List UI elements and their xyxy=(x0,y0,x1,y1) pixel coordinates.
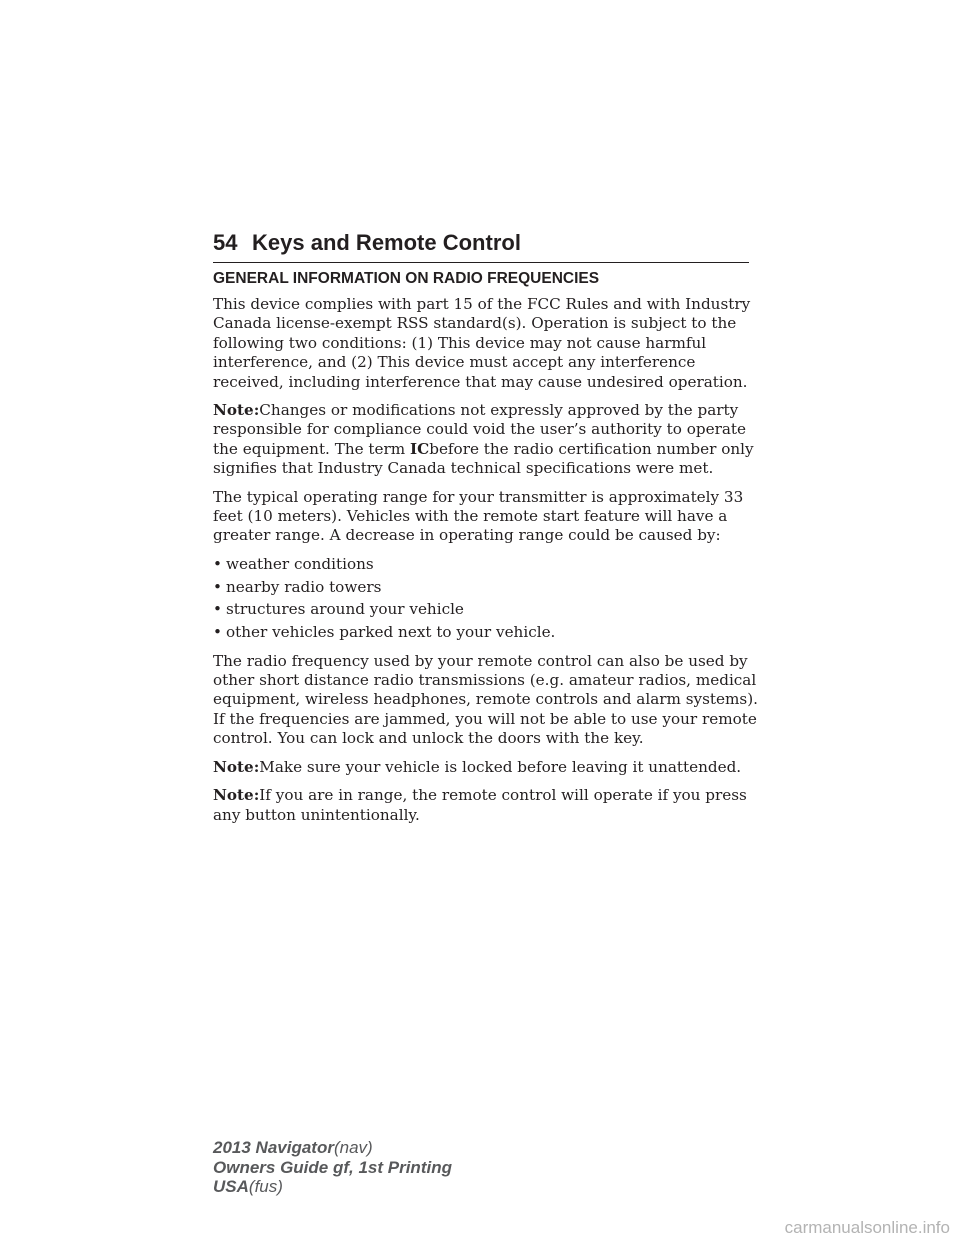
note-label: Note: xyxy=(213,786,260,805)
note-label: Note: xyxy=(213,401,260,420)
list-item: • other vehicles parked next to your vehicle. xyxy=(213,623,556,642)
note-locked xyxy=(213,758,758,777)
print-footer xyxy=(213,1138,452,1197)
bullet-icon: • xyxy=(213,577,222,596)
section-heading: GENERAL INFORMATION ON RADIO FREQUENCIES xyxy=(213,270,600,287)
bullet-icon: • xyxy=(213,600,222,619)
chapter-title: Keys and Remote Control xyxy=(252,230,521,255)
note-text: before the radio certification number only signifies that Industry Canada technical specifications were met. xyxy=(213,439,754,478)
term-ic: IC xyxy=(410,439,430,458)
note-label: Note: xyxy=(213,757,260,776)
footer-model-code: (nav) xyxy=(333,1138,373,1157)
radio-frequency-paragraph: The radio frequency used by your remote control can also be used by other short distance radio transmissions (e.g. amateur radios, medical equipment, wireless headphones, remote controls and alarm systems). If the frequencies are jammed, you will not be able to use your remote control. You can lock and unlock the doors with the key. xyxy=(213,651,758,748)
fcc-compliance-paragraph: This device complies with part 15 of the FCC Rules and with Industry Canada license-exempt RSS standard(s). Operation is subject to the following two conditions: (1) This device may not cause harmful interference, and (2) This device must accept any interference received, including interference that may cause undesired operation. xyxy=(213,295,751,391)
footer-line-1 xyxy=(213,1138,452,1158)
page-number: 54 xyxy=(213,230,238,255)
list-item: • nearby radio towers xyxy=(213,577,382,596)
range-factors-list xyxy=(213,555,758,643)
footer-line-3 xyxy=(213,1177,452,1197)
note-text: If you are in range, the remote control will operate if you press any button unintentionally. xyxy=(213,786,747,824)
page-header xyxy=(213,228,749,263)
note-range xyxy=(213,786,758,825)
note-modifications xyxy=(213,401,758,479)
operating-range-paragraph: The typical operating range for your transmitter is approximately 33 feet (10 meters). Vehicles with the remote start feature will have a greater range. A decrease in operating range could be caused by: xyxy=(213,487,744,545)
list-item: • weather conditions xyxy=(213,554,374,573)
bullet-icon: • xyxy=(213,554,222,573)
note-text: Changes or modifications not expressly approved by the party responsible for compliance could void the user’s authority to operate the equipment. The term xyxy=(213,401,747,458)
footer-market-code: (fus) xyxy=(248,1177,283,1196)
watermark: carmanualsonline.info xyxy=(784,1218,950,1237)
footer-model: 2013 Navigator xyxy=(213,1138,334,1157)
list-item: • structures around your vehicle xyxy=(213,600,464,619)
page-content xyxy=(213,269,758,834)
note-text: Make sure your vehicle is locked before leaving it unattended. xyxy=(259,757,742,776)
footer-line-2: Owners Guide gf, 1st Printing xyxy=(213,1157,452,1177)
footer-market: USA xyxy=(213,1177,249,1196)
bullet-icon: • xyxy=(213,623,222,642)
